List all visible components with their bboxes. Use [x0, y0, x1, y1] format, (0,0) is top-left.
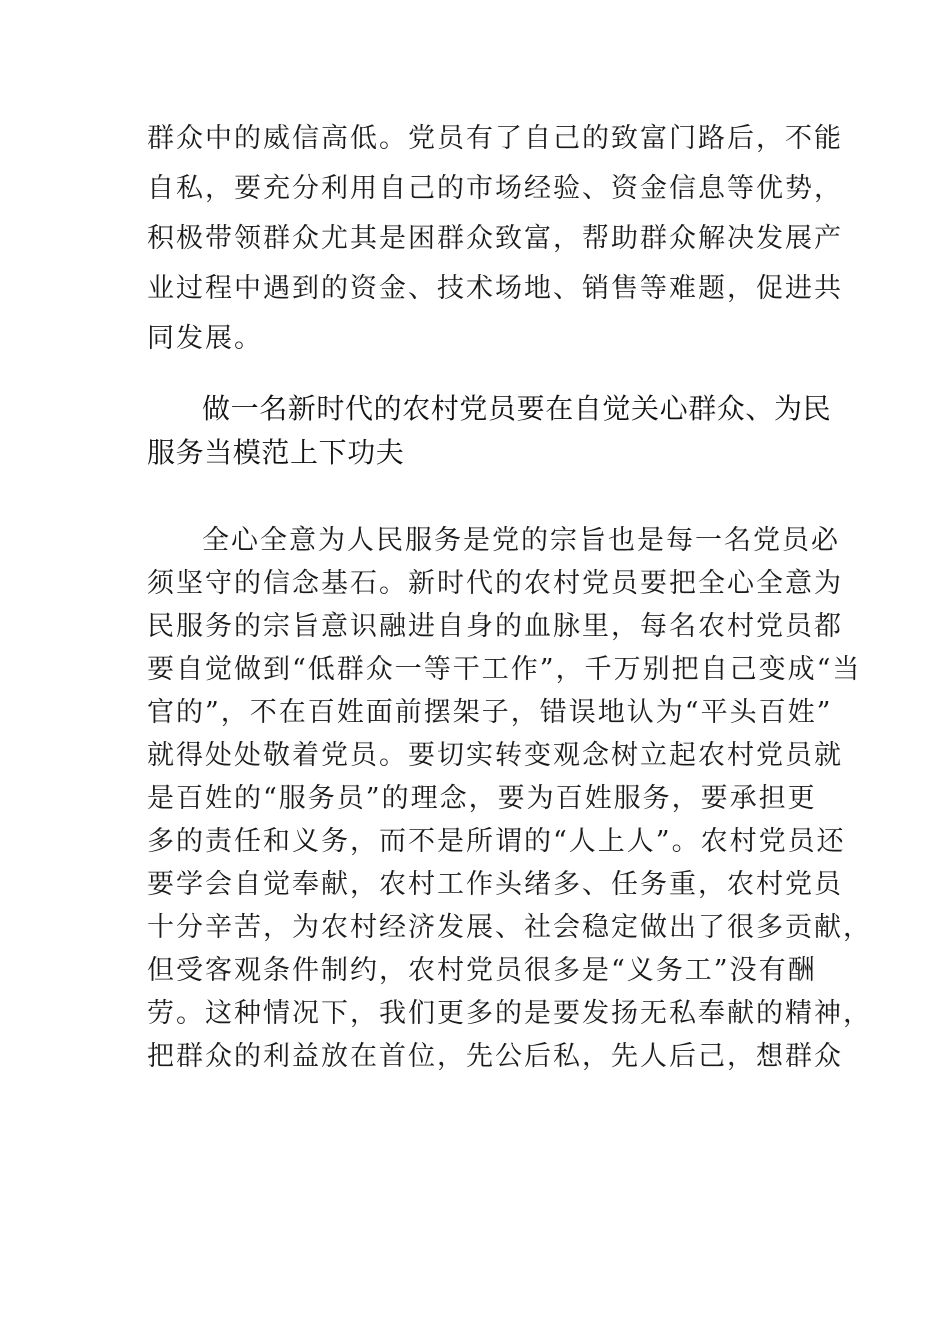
paragraph-line: 民服务的宗旨意识融进自身的血脉里，每名农村党员都: [147, 611, 843, 642]
paragraph-line: 就得处处敬着党员。要切实转变观念树立起农村党员就: [147, 740, 843, 771]
paragraph-line: 自私，要充分利用自己的市场经验、资金信息等优势，: [147, 173, 843, 204]
paragraph-line: 要自觉做到“低群众一等干工作”，千万别把自己变成“当: [147, 654, 862, 685]
paragraph-line: 要学会自觉奉献，农村工作头绪多、任务重，农村党员: [147, 869, 843, 900]
paragraph-line: 全心全意为人民服务是党的宗旨也是每一名党员必: [202, 525, 840, 556]
paragraph-line: 但受客观条件制约，农村党员很多是“义务工”没有酬: [147, 955, 817, 986]
paragraph-line: 业过程中遇到的资金、技术场地、销售等难题，促进共: [147, 273, 843, 304]
paragraph-line: 十分辛苦，为农村经济发展、社会稳定做出了很多贡献，: [147, 912, 872, 943]
paragraph-line: 是百姓的“服务员”的理念，要为百姓服务，要承担更: [147, 783, 817, 814]
paragraph-line: 须坚守的信念基石。新时代的农村党员要把全心全意为: [147, 568, 843, 599]
paragraph-line: 把群众的利益放在首位，先公后私，先人后己，想群众: [147, 1041, 843, 1072]
paragraph-line: 劳。这种情况下，我们更多的是要发扬无私奉献的精神，: [147, 998, 872, 1029]
paragraph-line: 官的”，不在百姓面前摆架子，错误地认为“平头百姓”: [147, 697, 833, 728]
paragraph-line: 积极带领群众尤其是困群众致富，帮助群众解决发展产: [147, 223, 843, 254]
paragraph-line: 群众中的威信高低。党员有了自己的致富门路后，不能: [147, 123, 843, 154]
section-heading: 做一名新时代的农村党员要在自觉关心群众、为民: [202, 392, 832, 425]
paragraph-line: 多的责任和义务，而不是所谓的“人上人”。农村党员还: [147, 826, 846, 857]
section-heading: 服务当模范上下功夫: [147, 436, 405, 469]
paragraph-line: 同发展。: [147, 323, 263, 354]
